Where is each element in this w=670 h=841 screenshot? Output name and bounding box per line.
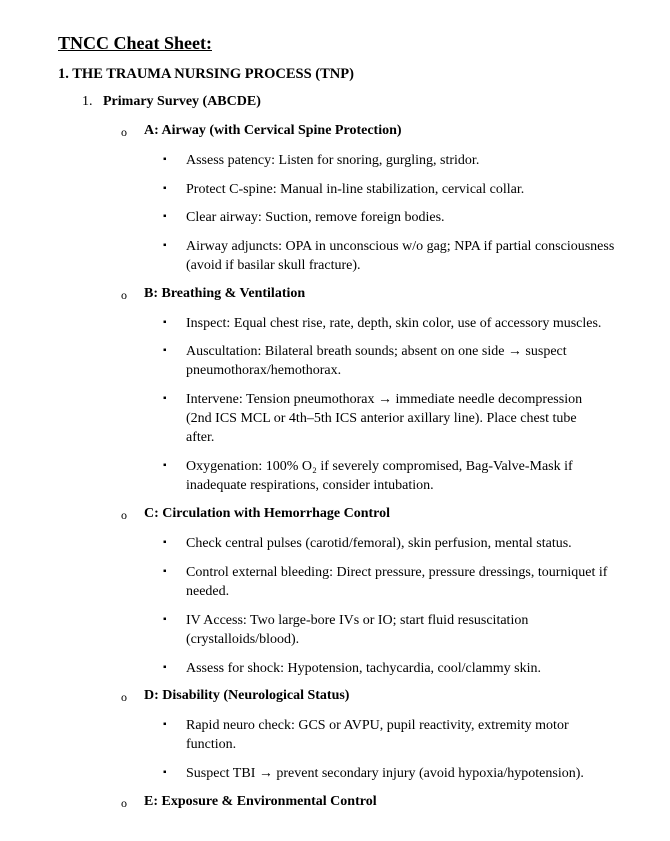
square-bullet-icon: ▪ bbox=[163, 240, 167, 251]
item-b-label: B: Breathing & Ventilation bbox=[144, 286, 306, 301]
square-bullet-icon: ▪ bbox=[163, 393, 167, 404]
item-c-label: C: Circulation with Hemorrhage Control bbox=[144, 506, 391, 521]
square-bullet-icon: ▪ bbox=[163, 183, 167, 194]
circle-bullet-icon: o bbox=[121, 508, 127, 522]
circle-bullet-icon: o bbox=[121, 288, 127, 302]
circle-bullet-icon: o bbox=[121, 690, 127, 704]
circle-bullet-icon: o bbox=[121, 796, 127, 810]
square-bullet-icon: ▪ bbox=[163, 460, 167, 471]
list-item: Control external bleeding: Direct pressure, pressure dressings, tourniquet if needed. bbox=[186, 565, 608, 599]
list-item: Assess patency: Listen for snoring, gurgling, stridor. bbox=[186, 153, 480, 168]
list-item: Oxygenation: 100% O₂ if severely compromised, Bag-Valve-Mask if inadequate respirations, consider intubation. bbox=[186, 459, 573, 493]
item-a-label: A: Airway (with Cervical Spine Protection) bbox=[144, 123, 402, 138]
list-item: Assess for shock: Hypotension, tachycardia, cool/clammy skin. bbox=[186, 661, 541, 676]
square-bullet-icon: ▪ bbox=[163, 719, 167, 730]
square-bullet-icon: ▪ bbox=[163, 566, 167, 577]
list-item: Check central pulses (carotid/femoral), skin perfusion, mental status. bbox=[186, 536, 572, 551]
square-bullet-icon: ▪ bbox=[163, 767, 167, 778]
square-bullet-icon: ▪ bbox=[163, 345, 167, 356]
square-bullet-icon: ▪ bbox=[163, 662, 167, 673]
list-item: Rapid neuro check: GCS or AVPU, pupil reactivity, extremity motor function. bbox=[186, 718, 569, 752]
square-bullet-icon: ▪ bbox=[163, 614, 167, 625]
survey-number: 1. bbox=[82, 94, 93, 109]
square-bullet-icon: ▪ bbox=[163, 154, 167, 165]
square-bullet-icon: ▪ bbox=[163, 317, 167, 328]
square-bullet-icon: ▪ bbox=[163, 211, 167, 222]
list-item: IV Access: Two large-bore IVs or IO; start fluid resuscitation (crystalloids/blood). bbox=[186, 613, 529, 647]
survey-label: Primary Survey (ABCDE) bbox=[103, 94, 261, 109]
item-d-label: D: Disability (Neurological Status) bbox=[144, 688, 350, 703]
page-title: TNCC Cheat Sheet: bbox=[58, 33, 212, 53]
list-item: Airway adjuncts: OPA in unconscious w/o gag; NPA if partial consciousness (avoid if basilar skull fracture). bbox=[186, 239, 615, 273]
list-item: Clear airway: Suction, remove foreign bodies. bbox=[186, 210, 445, 225]
section-heading: 1. THE TRAUMA NURSING PROCESS (TNP) bbox=[58, 66, 354, 82]
list-item: Inspect: Equal chest rise, rate, depth, skin color, use of accessory muscles. bbox=[186, 316, 602, 331]
list-item: Suspect TBI → prevent secondary injury (avoid hypoxia/hypotension). bbox=[186, 766, 584, 781]
list-item: Protect C-spine: Manual in-line stabilization, cervical collar. bbox=[186, 182, 525, 197]
square-bullet-icon: ▪ bbox=[163, 537, 167, 548]
list-item: Intervene: Tension pneumothorax → immediate needle decompression (2nd ICS MCL or 4th–5th ICS anterior axillary line). Place chest tube after. bbox=[186, 392, 583, 445]
list-item: Auscultation: Bilateral breath sounds; absent on one side → suspect pneumothorax/hemothorax. bbox=[186, 344, 567, 378]
item-e-label: E: Exposure & Environmental Control bbox=[144, 794, 377, 809]
circle-bullet-icon: o bbox=[121, 125, 127, 139]
